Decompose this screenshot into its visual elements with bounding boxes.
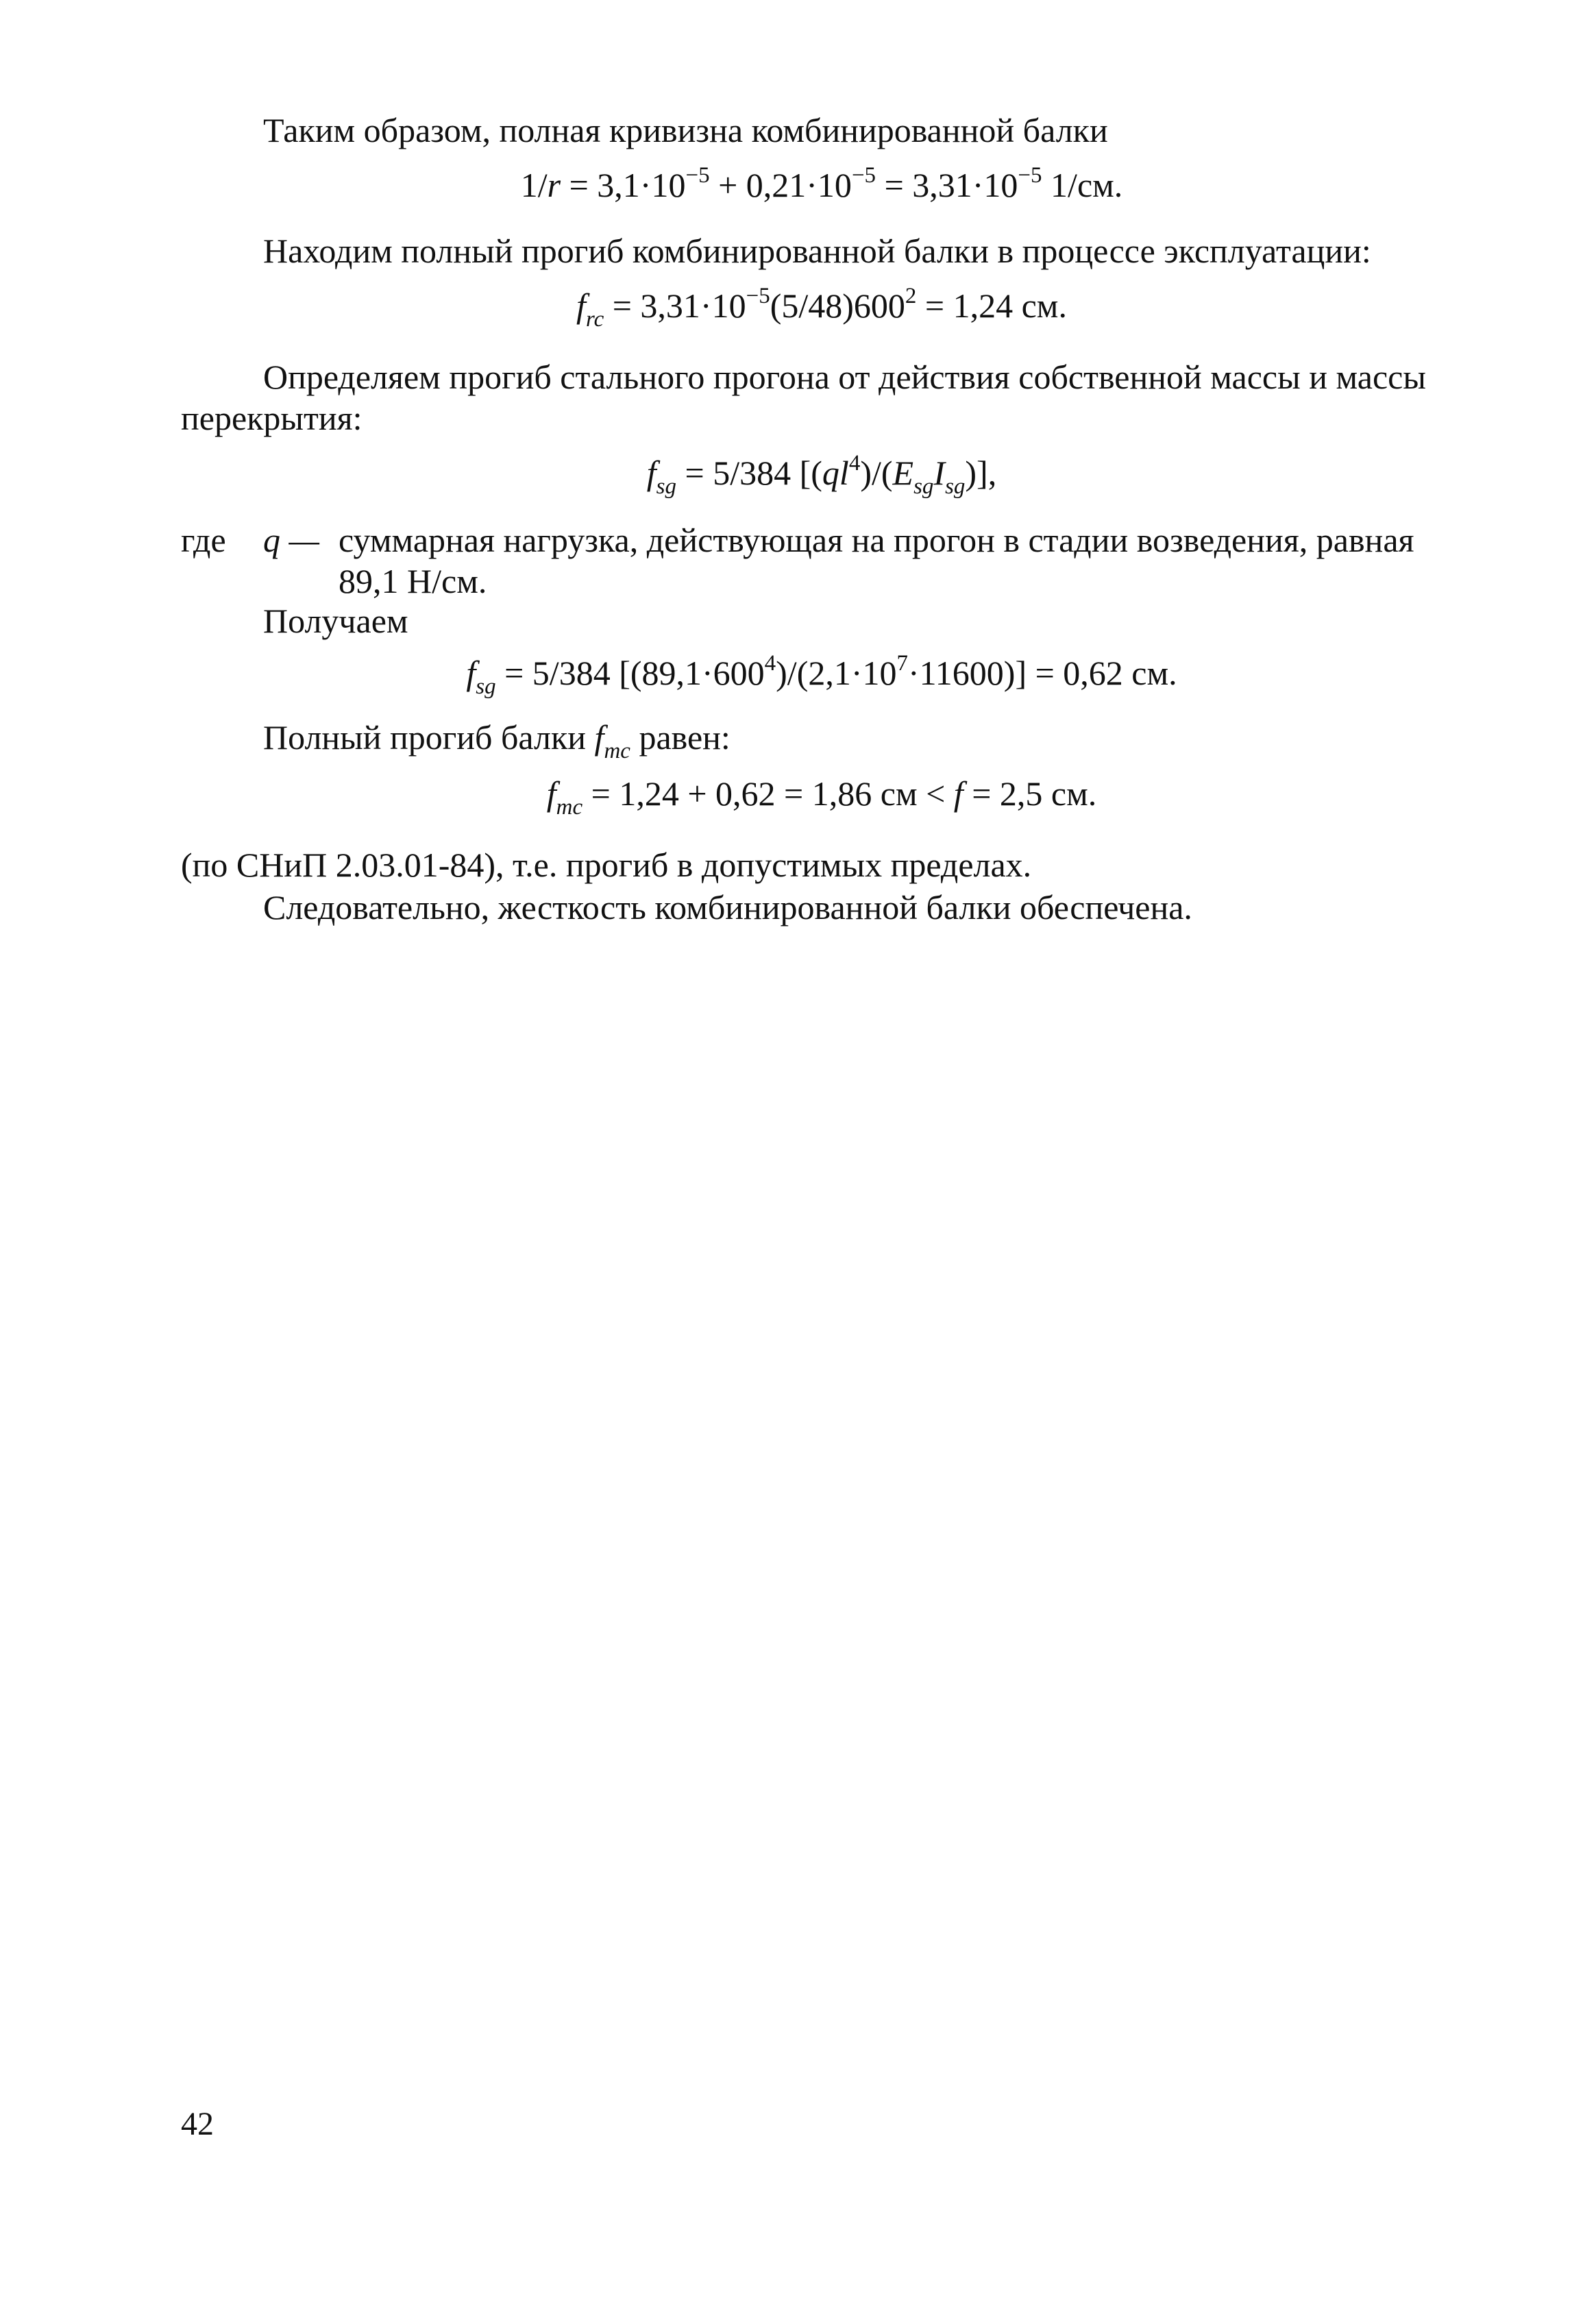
where-definition-line1: суммарная нагрузка, действующая на прогон в стадии возведения, равная bbox=[339, 521, 1414, 559]
paragraph-we-get: Получаем bbox=[263, 602, 408, 640]
where-definition bbox=[339, 519, 1462, 602]
formula-deflection-fsg-numeric: $f_{sg} = 5/384$ $[(89,1\cdot 600^4)/(2,1\cdot 10^7\cdot 11600)] = 0,62$ см. bbox=[466, 651, 1177, 699]
paragraph-full-deflection-intro: Находим полный прогиб комбинированной балки в процессе эксплуатации: bbox=[263, 232, 1371, 270]
paragraph-conclusion: Следовательно, жесткость комбинированной балки обеспечена. bbox=[263, 888, 1192, 926]
paragraph-snip-reference: (по СНиП 2.03.01-84), т.е. прогиб в допустимых пределах. bbox=[181, 846, 1032, 884]
where-label: где bbox=[181, 521, 226, 559]
paragraph-total-deflection: Полный прогиб балки $f_{mc}$ равен: bbox=[263, 718, 731, 763]
where-definition-line2: 89,1 Н/см. bbox=[339, 562, 487, 600]
page-number: 42 bbox=[181, 2106, 214, 2142]
where-variable: q — bbox=[263, 521, 319, 559]
paragraph-steel-purlin-line1: Определяем прогиб стального прогона от действия собственной массы и массы bbox=[263, 358, 1426, 396]
paragraph-curvature-intro: Таким образом, полная кривизна комбинированной балки bbox=[263, 111, 1108, 149]
formula-deflection-frc: $f_{rc} = 3,31\cdot 10^{-5}(5/48)600^2 = 1,24$ см. bbox=[576, 284, 1067, 332]
formula-full-curvature: $1/r = 3,1\cdot 10^{-5} + 0,21\cdot 10^{-5} = 3,31\cdot 10^{-5}$ 1/см. bbox=[520, 163, 1123, 204]
formula-deflection-fsg-general: $f_{sg} = 5/384$ $[(ql^4)/(E_{sg}I_{sg})]$, bbox=[646, 451, 997, 499]
paragraph-steel-purlin-line2: перекрытия: bbox=[181, 399, 363, 437]
formula-deflection-fmc: $f_{mc} = 1,24 + 0,62 = 1,86$ см < f = 2,5 см. bbox=[546, 774, 1097, 820]
